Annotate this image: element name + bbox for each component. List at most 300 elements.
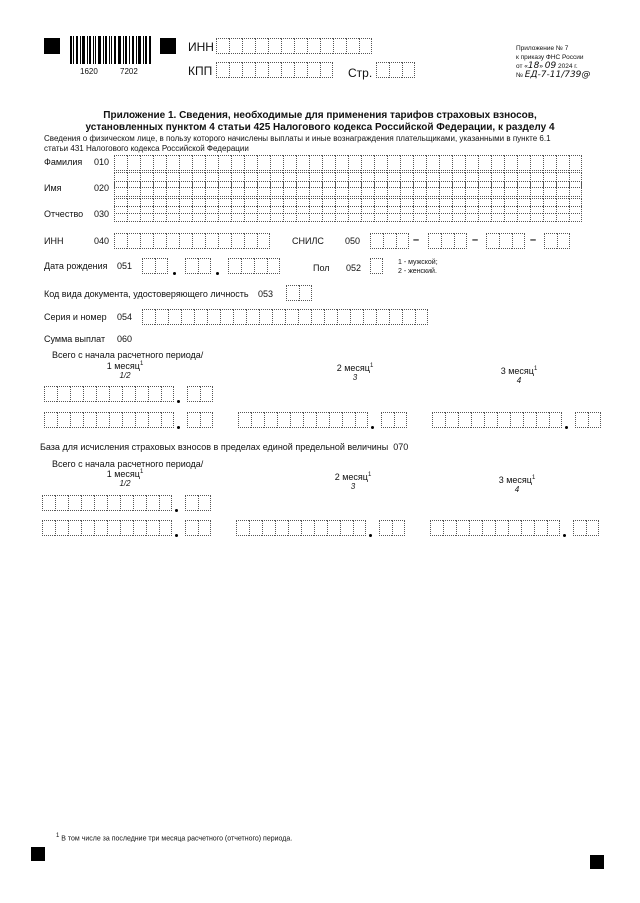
input-cell[interactable] — [346, 38, 359, 54]
input-cell[interactable] — [286, 285, 299, 301]
sum-m3-kop[interactable] — [575, 412, 601, 428]
gender-cells[interactable] — [370, 258, 383, 274]
input-cell[interactable] — [179, 181, 192, 197]
input-cell[interactable] — [439, 206, 452, 222]
base-m3-kop[interactable] — [573, 520, 599, 536]
input-cell[interactable] — [400, 206, 413, 222]
input-cell[interactable] — [259, 309, 272, 325]
input-cell[interactable] — [200, 412, 213, 428]
sum-m2-kop[interactable] — [381, 412, 407, 428]
input-cell[interactable] — [57, 412, 70, 428]
input-cell[interactable] — [216, 38, 229, 54]
input-cell[interactable] — [192, 233, 205, 249]
input-cell[interactable] — [272, 309, 285, 325]
snils-cells-1[interactable] — [370, 233, 409, 249]
snils-cells-3[interactable] — [486, 233, 525, 249]
input-cell[interactable] — [314, 520, 327, 536]
input-cell[interactable] — [569, 206, 582, 222]
input-cell[interactable] — [298, 309, 311, 325]
input-cell[interactable] — [207, 309, 220, 325]
input-cell[interactable] — [322, 181, 335, 197]
input-cell[interactable] — [482, 520, 495, 536]
input-cell[interactable] — [348, 206, 361, 222]
input-cell[interactable] — [426, 181, 439, 197]
input-cell[interactable] — [348, 155, 361, 171]
input-cell[interactable] — [530, 206, 543, 222]
snils-cells-4[interactable] — [544, 233, 570, 249]
input-cell[interactable] — [244, 155, 257, 171]
input-cell[interactable] — [536, 412, 549, 428]
input-cell[interactable] — [530, 181, 543, 197]
input-cell[interactable] — [445, 412, 458, 428]
input-cell[interactable] — [333, 38, 346, 54]
input-cell[interactable] — [198, 520, 211, 536]
input-cell[interactable] — [155, 309, 168, 325]
input-cell[interactable] — [55, 520, 68, 536]
input-cell[interactable] — [153, 181, 166, 197]
input-cell[interactable] — [413, 155, 426, 171]
input-cell[interactable] — [586, 520, 599, 536]
input-cell[interactable] — [374, 181, 387, 197]
input-cell[interactable] — [389, 62, 402, 78]
input-cell[interactable] — [504, 206, 517, 222]
input-cell[interactable] — [471, 412, 484, 428]
input-cell[interactable] — [290, 412, 303, 428]
input-cell[interactable] — [264, 412, 277, 428]
birth-month-cells[interactable] — [185, 258, 211, 274]
birth-day-cells[interactable] — [142, 258, 168, 274]
input-cell[interactable] — [309, 155, 322, 171]
input-cell[interactable] — [161, 386, 174, 402]
input-cell[interactable] — [127, 233, 140, 249]
input-cell[interactable] — [244, 206, 257, 222]
surname-cells[interactable] — [114, 155, 582, 171]
base-m1-kop[interactable] — [185, 520, 211, 536]
input-cell[interactable] — [127, 206, 140, 222]
input-cell[interactable] — [441, 233, 454, 249]
input-cell[interactable] — [153, 206, 166, 222]
input-cell[interactable] — [426, 155, 439, 171]
input-cell[interactable] — [187, 412, 200, 428]
input-cell[interactable] — [497, 412, 510, 428]
input-cell[interactable] — [140, 155, 153, 171]
input-cell[interactable] — [233, 309, 246, 325]
sum-m3-cells[interactable] — [432, 412, 562, 428]
input-cell[interactable] — [452, 155, 465, 171]
snils-cells-2[interactable] — [428, 233, 467, 249]
input-cell[interactable] — [270, 206, 283, 222]
input-cell[interactable] — [335, 155, 348, 171]
input-cell[interactable] — [557, 233, 570, 249]
input-cell[interactable] — [376, 62, 389, 78]
input-cell[interactable] — [185, 258, 198, 274]
input-cell[interactable] — [469, 520, 482, 536]
input-cell[interactable] — [322, 206, 335, 222]
input-cell[interactable] — [109, 386, 122, 402]
input-cell[interactable] — [228, 258, 241, 274]
input-cell[interactable] — [320, 38, 333, 54]
input-cell[interactable] — [187, 386, 200, 402]
input-cell[interactable] — [179, 155, 192, 171]
input-cell[interactable] — [383, 233, 396, 249]
input-cell[interactable] — [55, 495, 68, 511]
input-cell[interactable] — [114, 155, 127, 171]
input-cell[interactable] — [374, 206, 387, 222]
input-cell[interactable] — [392, 520, 405, 536]
input-cell[interactable] — [588, 412, 601, 428]
input-cell[interactable] — [267, 258, 280, 274]
input-cell[interactable] — [140, 233, 153, 249]
input-cell[interactable] — [142, 258, 155, 274]
input-cell[interactable] — [114, 206, 127, 222]
input-cell[interactable] — [556, 155, 569, 171]
input-cell[interactable] — [166, 181, 179, 197]
input-cell[interactable] — [220, 309, 233, 325]
input-cell[interactable] — [456, 520, 469, 536]
input-cell[interactable] — [122, 412, 135, 428]
input-cell[interactable] — [465, 155, 478, 171]
input-cell[interactable] — [81, 520, 94, 536]
input-cell[interactable] — [133, 495, 146, 511]
input-cell[interactable] — [294, 62, 307, 78]
base-m1-cells[interactable] — [42, 520, 172, 536]
input-cell[interactable] — [521, 520, 534, 536]
input-cell[interactable] — [168, 309, 181, 325]
input-cell[interactable] — [294, 38, 307, 54]
input-cell[interactable] — [96, 412, 109, 428]
input-cell[interactable] — [229, 62, 242, 78]
input-cell[interactable] — [166, 206, 179, 222]
input-cell[interactable] — [439, 181, 452, 197]
input-cell[interactable] — [198, 258, 211, 274]
input-cell[interactable] — [510, 412, 523, 428]
input-cell[interactable] — [387, 155, 400, 171]
sum-total-kop[interactable] — [187, 386, 213, 402]
input-cell[interactable] — [161, 412, 174, 428]
base-m2-kop[interactable] — [379, 520, 405, 536]
input-cell[interactable] — [120, 520, 133, 536]
input-cell[interactable] — [327, 520, 340, 536]
input-cell[interactable] — [361, 206, 374, 222]
input-cell[interactable] — [262, 520, 275, 536]
input-cell[interactable] — [107, 520, 120, 536]
input-cell[interactable] — [324, 309, 337, 325]
input-cell[interactable] — [185, 520, 198, 536]
input-cell[interactable] — [127, 155, 140, 171]
input-cell[interactable] — [402, 62, 415, 78]
name-cells[interactable] — [114, 181, 582, 197]
input-cell[interactable] — [83, 412, 96, 428]
input-cell[interactable] — [491, 155, 504, 171]
header-inn-cells[interactable] — [216, 38, 372, 54]
input-cell[interactable] — [251, 412, 264, 428]
input-cell[interactable] — [185, 495, 198, 511]
input-cell[interactable] — [484, 412, 497, 428]
input-cell[interactable] — [68, 520, 81, 536]
input-cell[interactable] — [370, 233, 383, 249]
input-cell[interactable] — [254, 258, 267, 274]
input-cell[interactable] — [309, 181, 322, 197]
input-cell[interactable] — [159, 520, 172, 536]
input-cell[interactable] — [359, 38, 372, 54]
input-cell[interactable] — [452, 206, 465, 222]
input-cell[interactable] — [242, 38, 255, 54]
input-cell[interactable] — [307, 38, 320, 54]
sum-m1-kop[interactable] — [187, 412, 213, 428]
input-cell[interactable] — [329, 412, 342, 428]
input-cell[interactable] — [242, 62, 255, 78]
input-cell[interactable] — [166, 233, 179, 249]
input-cell[interactable] — [205, 155, 218, 171]
sum-m2-cells[interactable] — [238, 412, 368, 428]
input-cell[interactable] — [517, 181, 530, 197]
input-cell[interactable] — [140, 206, 153, 222]
input-cell[interactable] — [296, 206, 309, 222]
input-cell[interactable] — [491, 206, 504, 222]
input-cell[interactable] — [340, 520, 353, 536]
sum-m1-cells[interactable] — [44, 412, 174, 428]
input-cell[interactable] — [140, 181, 153, 197]
input-cell[interactable] — [426, 206, 439, 222]
input-cell[interactable] — [335, 206, 348, 222]
input-cell[interactable] — [148, 412, 161, 428]
input-cell[interactable] — [153, 155, 166, 171]
input-cell[interactable] — [229, 38, 242, 54]
input-cell[interactable] — [549, 412, 562, 428]
input-cell[interactable] — [430, 520, 443, 536]
input-cell[interactable] — [283, 155, 296, 171]
input-cell[interactable] — [376, 309, 389, 325]
input-cell[interactable] — [569, 155, 582, 171]
input-cell[interactable] — [153, 233, 166, 249]
input-cell[interactable] — [218, 233, 231, 249]
input-cell[interactable] — [283, 181, 296, 197]
input-cell[interactable] — [303, 412, 316, 428]
input-cell[interactable] — [387, 181, 400, 197]
input-cell[interactable] — [348, 181, 361, 197]
input-cell[interactable] — [573, 520, 586, 536]
input-cell[interactable] — [198, 495, 211, 511]
input-cell[interactable] — [218, 206, 231, 222]
input-cell[interactable] — [337, 309, 350, 325]
input-cell[interactable] — [270, 155, 283, 171]
input-cell[interactable] — [575, 412, 588, 428]
input-cell[interactable] — [350, 309, 363, 325]
input-cell[interactable] — [244, 233, 257, 249]
input-cell[interactable] — [205, 233, 218, 249]
input-cell[interactable] — [194, 309, 207, 325]
input-cell[interactable] — [107, 495, 120, 511]
input-cell[interactable] — [255, 38, 268, 54]
input-cell[interactable] — [309, 206, 322, 222]
input-cell[interactable] — [246, 309, 259, 325]
input-cell[interactable] — [205, 181, 218, 197]
input-cell[interactable] — [94, 495, 107, 511]
input-cell[interactable] — [307, 62, 320, 78]
input-cell[interactable] — [569, 181, 582, 197]
input-cell[interactable] — [216, 62, 229, 78]
input-cell[interactable] — [361, 155, 374, 171]
input-cell[interactable] — [283, 206, 296, 222]
patronymic-cells[interactable] — [114, 206, 582, 222]
input-cell[interactable] — [556, 181, 569, 197]
input-cell[interactable] — [296, 181, 309, 197]
input-cell[interactable] — [257, 181, 270, 197]
input-cell[interactable] — [192, 155, 205, 171]
input-cell[interactable] — [402, 309, 415, 325]
input-cell[interactable] — [465, 181, 478, 197]
input-cell[interactable] — [311, 309, 324, 325]
input-cell[interactable] — [44, 412, 57, 428]
input-cell[interactable] — [452, 181, 465, 197]
input-cell[interactable] — [517, 155, 530, 171]
input-cell[interactable] — [114, 233, 127, 249]
input-cell[interactable] — [277, 412, 290, 428]
input-cell[interactable] — [192, 181, 205, 197]
header-page-cells[interactable] — [376, 62, 415, 78]
input-cell[interactable] — [335, 181, 348, 197]
input-cell[interactable] — [192, 206, 205, 222]
input-cell[interactable] — [301, 520, 314, 536]
input-cell[interactable] — [94, 520, 107, 536]
input-cell[interactable] — [458, 412, 471, 428]
input-cell[interactable] — [491, 181, 504, 197]
base-total-kop[interactable] — [185, 495, 211, 511]
input-cell[interactable] — [218, 181, 231, 197]
input-cell[interactable] — [155, 258, 168, 274]
input-cell[interactable] — [81, 495, 94, 511]
input-cell[interactable] — [413, 181, 426, 197]
input-cell[interactable] — [556, 206, 569, 222]
sum-total-cells[interactable] — [44, 386, 174, 402]
input-cell[interactable] — [241, 258, 254, 274]
input-cell[interactable] — [42, 520, 55, 536]
input-cell[interactable] — [353, 520, 366, 536]
input-cell[interactable] — [135, 386, 148, 402]
input-cell[interactable] — [244, 181, 257, 197]
input-cell[interactable] — [179, 233, 192, 249]
input-cell[interactable] — [543, 206, 556, 222]
input-cell[interactable] — [508, 520, 521, 536]
input-cell[interactable] — [231, 206, 244, 222]
input-cell[interactable] — [534, 520, 547, 536]
doc-type-cells[interactable] — [286, 285, 312, 301]
input-cell[interactable] — [159, 495, 172, 511]
header-kpp-cells[interactable] — [216, 62, 333, 78]
input-cell[interactable] — [512, 233, 525, 249]
input-cell[interactable] — [394, 412, 407, 428]
input-cell[interactable] — [114, 181, 127, 197]
input-cell[interactable] — [495, 520, 508, 536]
input-cell[interactable] — [478, 181, 491, 197]
input-cell[interactable] — [268, 62, 281, 78]
input-cell[interactable] — [400, 181, 413, 197]
input-cell[interactable] — [504, 155, 517, 171]
input-cell[interactable] — [57, 386, 70, 402]
input-cell[interactable] — [389, 309, 402, 325]
input-cell[interactable] — [257, 233, 270, 249]
input-cell[interactable] — [257, 155, 270, 171]
input-cell[interactable] — [166, 155, 179, 171]
input-cell[interactable] — [285, 309, 298, 325]
input-cell[interactable] — [249, 520, 262, 536]
input-cell[interactable] — [122, 386, 135, 402]
input-cell[interactable] — [400, 155, 413, 171]
input-cell[interactable] — [42, 495, 55, 511]
input-cell[interactable] — [428, 233, 441, 249]
input-cell[interactable] — [316, 412, 329, 428]
input-cell[interactable] — [322, 155, 335, 171]
base-m3-cells[interactable] — [430, 520, 560, 536]
input-cell[interactable] — [133, 520, 146, 536]
input-cell[interactable] — [146, 520, 159, 536]
input-cell[interactable] — [381, 412, 394, 428]
input-cell[interactable] — [179, 206, 192, 222]
input-cell[interactable] — [281, 38, 294, 54]
inn-cells[interactable] — [114, 233, 270, 249]
input-cell[interactable] — [44, 386, 57, 402]
input-cell[interactable] — [299, 285, 312, 301]
input-cell[interactable] — [148, 386, 161, 402]
input-cell[interactable] — [288, 520, 301, 536]
input-cell[interactable] — [544, 233, 557, 249]
input-cell[interactable] — [379, 520, 392, 536]
input-cell[interactable] — [387, 206, 400, 222]
input-cell[interactable] — [181, 309, 194, 325]
input-cell[interactable] — [499, 233, 512, 249]
input-cell[interactable] — [268, 38, 281, 54]
input-cell[interactable] — [396, 233, 409, 249]
input-cell[interactable] — [504, 181, 517, 197]
input-cell[interactable] — [486, 233, 499, 249]
input-cell[interactable] — [275, 520, 288, 536]
input-cell[interactable] — [120, 495, 133, 511]
input-cell[interactable] — [231, 233, 244, 249]
input-cell[interactable] — [432, 412, 445, 428]
input-cell[interactable] — [370, 258, 383, 274]
input-cell[interactable] — [205, 206, 218, 222]
input-cell[interactable] — [523, 412, 536, 428]
input-cell[interactable] — [109, 412, 122, 428]
input-cell[interactable] — [296, 155, 309, 171]
input-cell[interactable] — [257, 206, 270, 222]
input-cell[interactable] — [415, 309, 428, 325]
input-cell[interactable] — [281, 62, 294, 78]
input-cell[interactable] — [543, 181, 556, 197]
input-cell[interactable] — [255, 62, 268, 78]
base-m2-cells[interactable] — [236, 520, 366, 536]
input-cell[interactable] — [68, 495, 81, 511]
input-cell[interactable] — [439, 155, 452, 171]
input-cell[interactable] — [236, 520, 249, 536]
input-cell[interactable] — [342, 412, 355, 428]
input-cell[interactable] — [543, 155, 556, 171]
input-cell[interactable] — [413, 206, 426, 222]
input-cell[interactable] — [443, 520, 456, 536]
input-cell[interactable] — [465, 206, 478, 222]
input-cell[interactable] — [530, 155, 543, 171]
input-cell[interactable] — [238, 412, 251, 428]
series-number-cells[interactable] — [142, 309, 428, 325]
input-cell[interactable] — [135, 412, 148, 428]
input-cell[interactable] — [231, 181, 244, 197]
base-total-cells[interactable] — [42, 495, 172, 511]
input-cell[interactable] — [517, 206, 530, 222]
input-cell[interactable] — [374, 155, 387, 171]
birth-year-cells[interactable] — [228, 258, 280, 274]
input-cell[interactable] — [231, 155, 244, 171]
input-cell[interactable] — [83, 386, 96, 402]
